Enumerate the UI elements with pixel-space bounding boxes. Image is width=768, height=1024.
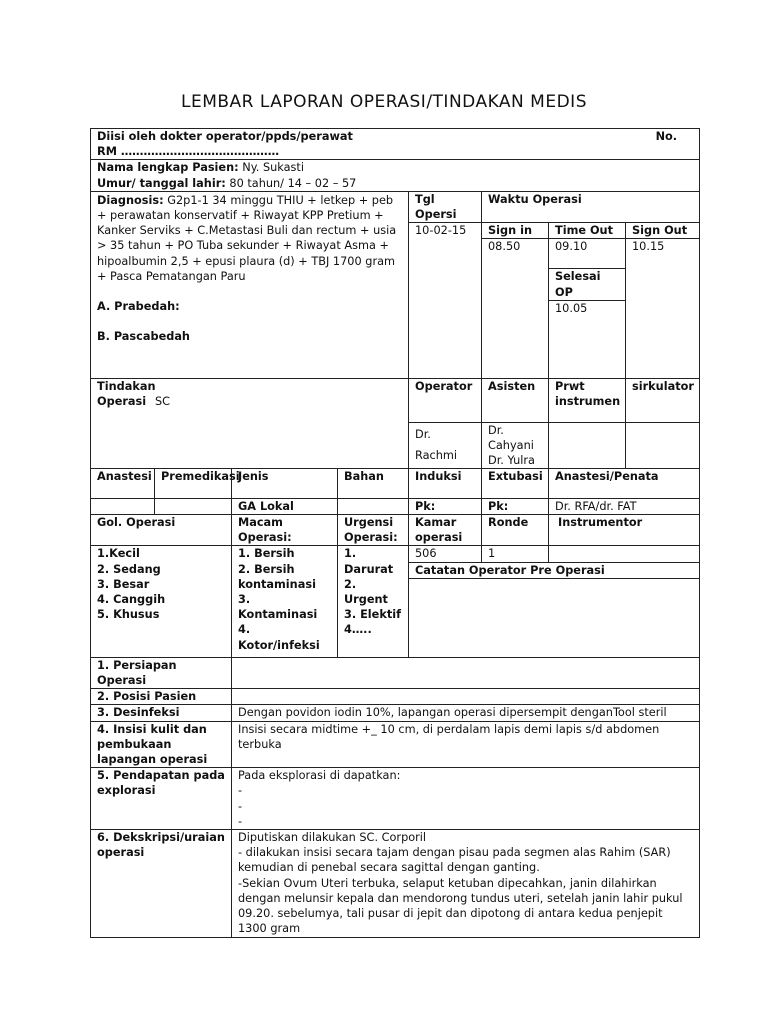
pendapatan-value: [232, 768, 700, 830]
macam-item: 4. Kotor/infeksi: [238, 623, 320, 652]
header-row: [91, 129, 700, 160]
tindakan-cell: [91, 378, 409, 468]
operation-report-table: [90, 128, 700, 938]
selesai-value: 10.05: [549, 300, 626, 378]
gol-item: 1.Kecil: [97, 547, 140, 561]
deskripsi-value: [232, 830, 700, 938]
deskripsi-paragraph: Diputiskan dilakukan SC. Corporil: [238, 831, 427, 845]
age-label: Umur/ tanggal lahir:: [97, 176, 226, 190]
pascabedah-label: B. Pascabedah: [97, 330, 190, 344]
penata-value: Dr. RFA/dr. FAT: [549, 498, 700, 514]
macam-item: 2. Bersih kontaminasi: [238, 562, 316, 591]
pendapatan-head: Pada eksplorasi di dapatkan:: [238, 769, 401, 783]
jenis-label: Jenis: [232, 468, 338, 498]
gol-item: 2. Sedang: [97, 562, 161, 576]
desinfeksi-label: 3. Desinfeksi: [91, 705, 232, 721]
kamar-value: 506: [409, 546, 482, 562]
bahan-label: Bahan: [338, 468, 409, 498]
tindakan-value: SC: [155, 394, 171, 408]
pendapatan-item: -: [238, 799, 243, 813]
macam-item: 3. Kontaminasi: [238, 593, 318, 622]
deskripsi-label: 6. Dekskripsi/uraian operasi: [91, 830, 232, 938]
pendapatan-item: -: [238, 784, 243, 798]
sign-in-label: Sign in: [482, 223, 549, 239]
gol-item: 3. Besar: [97, 577, 150, 591]
patient-age: 80 tahun/ 14 – 02 – 57: [225, 176, 357, 190]
ronde-value: 1: [482, 546, 549, 562]
macam-label: Macam Operasi:: [232, 515, 338, 546]
extubasi-label: Extubasi: [482, 468, 549, 498]
patient-name-label: Nama lengkap Pasien:: [97, 161, 239, 175]
operator-label: Operator: [409, 378, 482, 422]
sign-out-value: 10.15: [626, 239, 700, 378]
pendapatan-item: -: [238, 814, 243, 828]
deskripsi-paragraph: -Sekian Ovum Uteri terbuka, selaput ketuban dipecahkan, janin dilahirkan dengan melunsir kepala dan mendorong tundus uteri, setelah janin lahir pukul 09.20. sebelumya, tali pusar di jepit dan dipotong di antara kedua penjepit 1300 gram: [238, 876, 683, 936]
induksi-label: Induksi: [409, 468, 482, 498]
tgl-value: 10-02-15: [409, 223, 482, 379]
urgensi-item: 1. Darurat: [344, 547, 394, 576]
selesai-label: Selesai OP: [549, 269, 626, 300]
macam-item: 1. Bersih: [238, 547, 295, 561]
no-label: No.: [655, 130, 678, 143]
urgensi-label: Urgensi Operasi:: [338, 515, 409, 546]
insisi-label: 4. Insisi kulit dan pembukaan lapangan operasi: [91, 721, 232, 768]
macam-list: [232, 546, 338, 657]
persiapan-label: 1. Persiapan Operasi: [91, 657, 232, 688]
patient-row: [91, 160, 700, 191]
urgensi-item: 3. Elektif: [344, 608, 402, 622]
gol-item: 5. Khusus: [97, 608, 160, 622]
asisten-label: Asisten: [482, 378, 549, 422]
extubasi-value: Pk:: [482, 498, 549, 514]
posisi-label: 2. Posisi Pasien: [91, 689, 232, 705]
instrumentor-label: Instrumentor: [549, 515, 700, 546]
catatan-value: [409, 578, 700, 657]
premedikasi-label: Premedikasi: [155, 468, 232, 498]
time-out-label: Time Out: [549, 223, 626, 239]
gol-label: Gol. Operasi: [91, 515, 232, 546]
urgensi-item: 4…..: [344, 623, 372, 637]
ronde-label: Ronde: [482, 515, 549, 546]
pendapatan-label: 5. Pendapatan pada explorasi: [91, 768, 232, 830]
sirkulator-label: sirkulator: [626, 378, 700, 422]
asisten-2: Dr. Yulra: [488, 453, 535, 467]
diagnosis-label: Diagnosis:: [97, 193, 164, 207]
urgensi-item: 2. Urgent: [344, 577, 388, 607]
gol-list: [91, 546, 232, 657]
penata-label: Anastesi/Penata: [549, 468, 700, 498]
waktu-label: Waktu Operasi: [482, 191, 700, 222]
sign-in-value: 08.50: [482, 239, 549, 378]
time-out-value: 09.10: [549, 239, 626, 269]
anastesi-label: Anastesi: [91, 468, 155, 498]
diagnosis-cell: [91, 191, 409, 378]
gol-item: 4. Canggih: [97, 593, 166, 607]
kamar-label: Kamar operasi: [409, 515, 482, 546]
asisten-1: Dr. Cahyani: [488, 423, 534, 452]
prwt-label: Prwt instrumen: [549, 378, 626, 422]
tindakan-label: Tindakan Operasi: [97, 379, 156, 409]
patient-name: Ny. Sukasti: [238, 161, 305, 175]
prabedah-label: A. Prabedah:: [97, 300, 180, 314]
tgl-label: Tgl Opersi: [409, 191, 482, 222]
jenis-value: GA Lokal: [232, 498, 338, 514]
induksi-value: Pk:: [409, 498, 482, 514]
deskripsi-paragraph: - dilakukan insisi secara tajam dengan pisau pada segmen alas Rahim (SAR) kemudian di penebal secara sagittal dengan ganting.: [238, 846, 671, 875]
desinfeksi-value: Dengan povidon iodin 10%, lapangan operasi dipersempit denganTool steril: [232, 705, 700, 721]
urgensi-list: [338, 546, 409, 657]
insisi-value: Insisi secara midtime +_ 10 cm, di perdalam lapis demi lapis s/d abdomen terbuka: [232, 721, 700, 768]
filled-by-label: Diisi oleh dokter operator/ppds/perawat: [97, 130, 353, 143]
catatan-label: Catatan Operator Pre Operasi: [409, 562, 700, 578]
operator-value: Dr. Rachmi: [409, 422, 482, 468]
diagnosis-text: G2p1-1 34 minggu THIU + letkep + peb + perawatan konservatif + Riwayat KPP Pretium + Kanker Serviks + C.Metastasi Buli dan rectum + usia > 35 tahun + PO Tuba sekunder + Riwayat Asma + hipoalbumin 2,5 + epusi plaura (d) + TBJ 1700 gram + Pasca Pematangan Paru: [97, 193, 397, 283]
page-title: LEMBAR LAPORAN OPERASI/TINDAKAN MEDIS: [181, 92, 587, 112]
rm-label: RM ……………………………………: [97, 145, 280, 159]
sign-out-label: Sign Out: [626, 223, 700, 239]
